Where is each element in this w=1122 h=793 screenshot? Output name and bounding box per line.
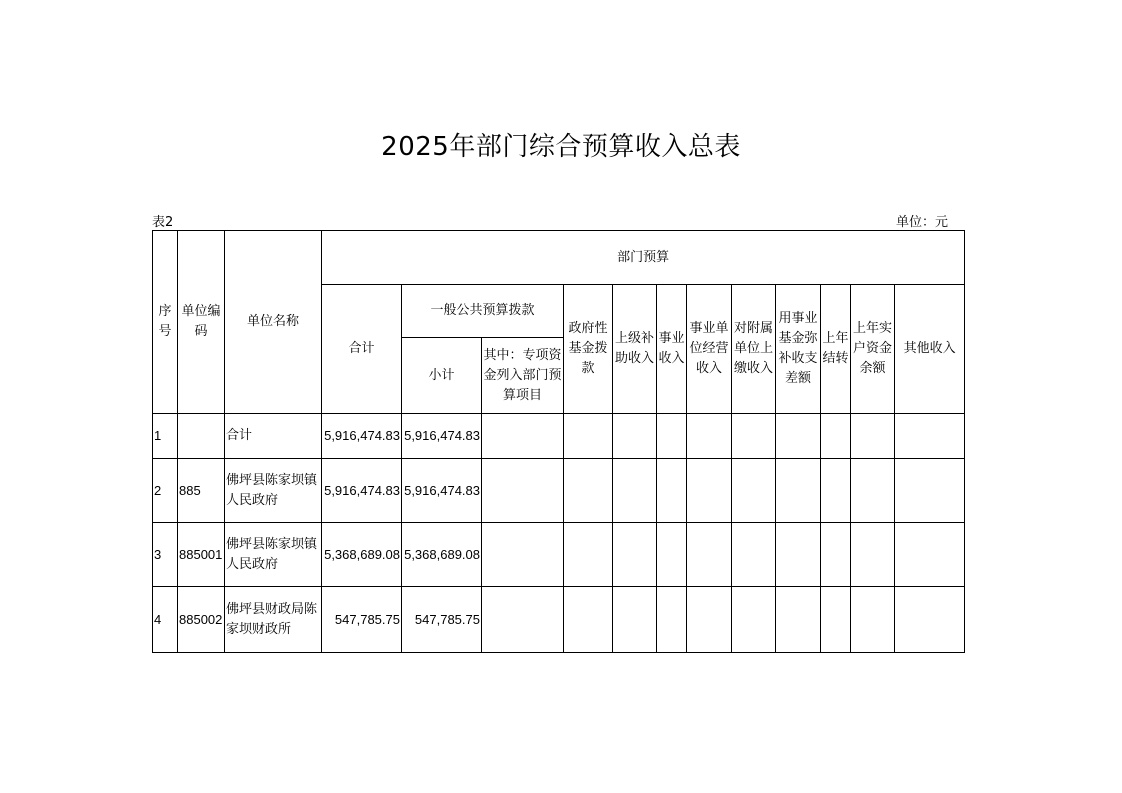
header-special-items: 其中：专项资金列入部门预算项目 [482,338,564,414]
cell-subtotal: 547,785.75 [402,587,482,653]
header-dept-budget: 部门预算 [322,231,965,285]
unit-label: 单位：元 [896,215,949,230]
header-name: 单位名称 [225,231,322,414]
header-seq: 序号 [153,231,178,414]
cell-total: 547,785.75 [322,587,402,653]
header-affiliated-income: 对附属单位上缴收入 [732,285,776,414]
header-code: 单位编码 [178,231,225,414]
budget-table [152,230,965,653]
cell-seq: 4 [153,587,178,653]
cell-total: 5,368,689.08 [322,523,402,587]
cell-name: 佛坪县财政局陈家坝财政所 [225,587,322,653]
table-header [153,231,965,414]
cell-name: 佛坪县陈家坝镇人民政府 [225,523,322,587]
header-gov-fund: 政府性基金拨款 [564,285,613,414]
table-row [153,414,965,459]
header-operating-income: 事业单位经营收入 [687,285,732,414]
header-business-income: 事业收入 [657,285,687,414]
table-row [153,587,965,653]
cell-code: 885 [178,459,225,523]
header-general-public: 一般公共预算拨款 [402,285,564,338]
header-subtotal: 小计 [402,338,482,414]
header-other-income: 其他收入 [895,285,965,414]
table-body [153,414,965,653]
cell-seq: 3 [153,523,178,587]
page-title: 2025年部门综合预算收入总表 [381,132,741,162]
cell-total: 5,916,474.83 [322,459,402,523]
cell-name: 佛坪县陈家坝镇人民政府 [225,459,322,523]
header-balance: 上年实户资金余额 [851,285,895,414]
cell-total: 5,916,474.83 [322,414,402,459]
header-total: 合计 [322,285,402,414]
cell-name: 合计 [225,414,322,459]
cell-seq: 2 [153,459,178,523]
cell-subtotal: 5,368,689.08 [402,523,482,587]
header-superior-subsidy: 上级补助收入 [613,285,657,414]
cell-subtotal: 5,916,474.83 [402,459,482,523]
table-row [153,523,965,587]
table-row [153,459,965,523]
cell-code: 885002 [178,587,225,653]
cell-seq: 1 [153,414,178,459]
table-number: 表2 [152,215,174,230]
header-fund-supplement: 用事业基金弥补收支差额 [776,285,821,414]
cell-code [178,414,225,459]
header-carry-over: 上年结转 [821,285,851,414]
cell-subtotal: 5,916,474.83 [402,414,482,459]
cell-code: 885001 [178,523,225,587]
